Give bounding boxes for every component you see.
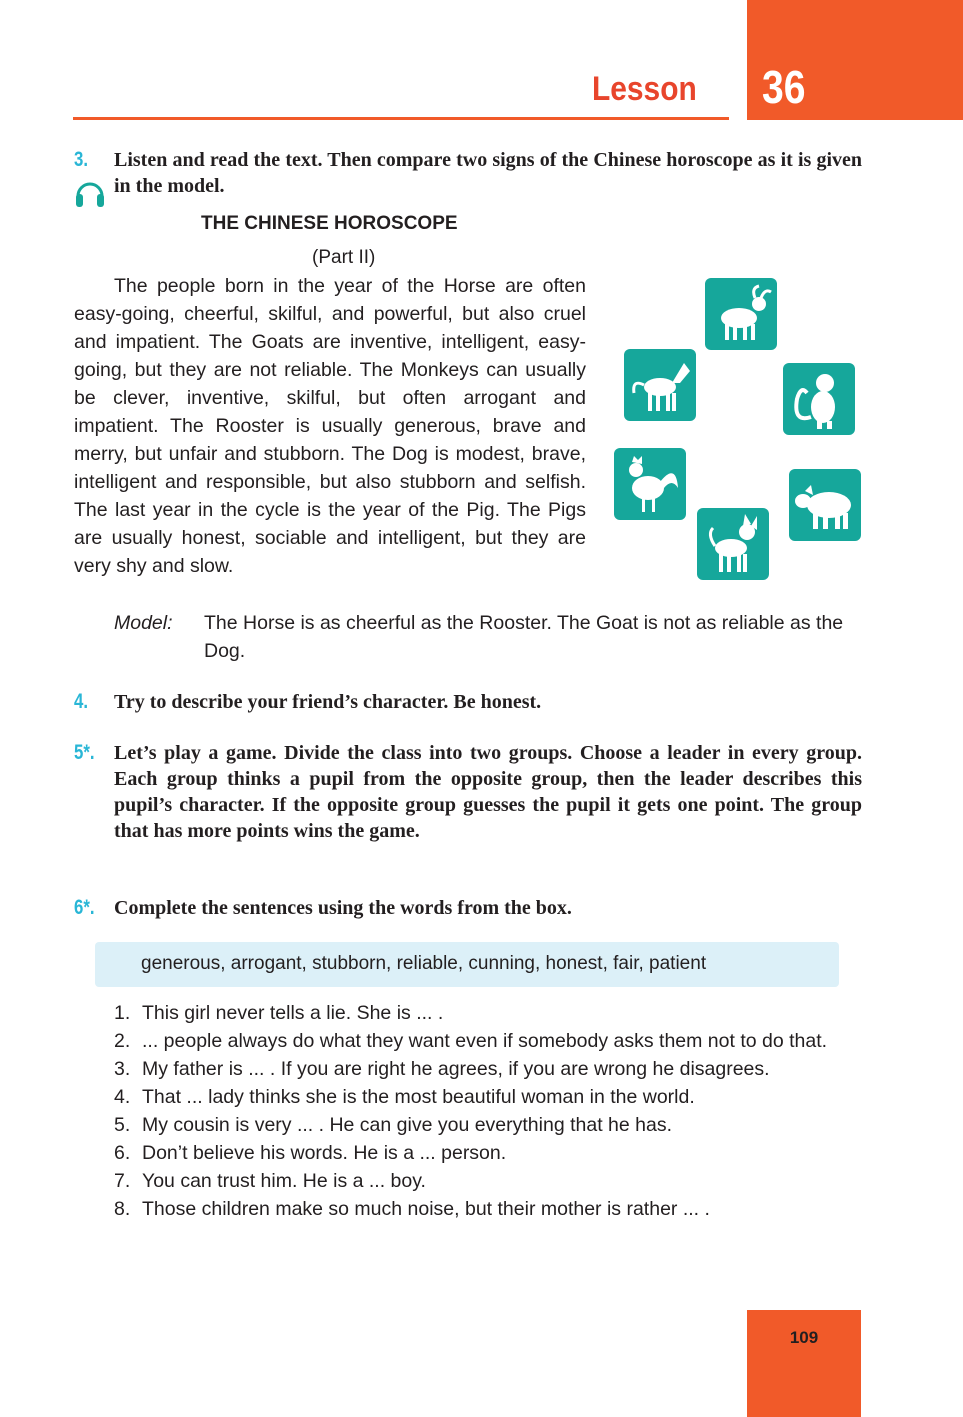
- pig-icon: [789, 469, 861, 541]
- task-4-instruction: Try to describe your friend’s character. Be honest.: [114, 691, 542, 713]
- task-3-instruction: Listen and read the text. Then compare two signs of the Chinese horoscope as it is given in the model.: [114, 149, 862, 197]
- item-text: Those children make so much noise, but their mother is rather ... .: [142, 1198, 710, 1220]
- list-item: [114, 1167, 864, 1195]
- sentence-list: [114, 999, 864, 1223]
- item-text: This girl never tells a lie. She is ... .: [142, 1002, 444, 1024]
- item-text: ... people always do what they want even if somebody asks them not to do that.: [142, 1030, 828, 1052]
- model-label: Model:: [114, 612, 173, 634]
- rooster-icon: [614, 448, 686, 520]
- task-3-number: 3.: [74, 148, 89, 171]
- item-number: 1.: [114, 1002, 131, 1024]
- page-number: 109: [789, 1328, 819, 1347]
- list-item: [114, 1027, 864, 1055]
- word-box-text: generous, arrogant, stubborn, reliable, cunning, honest, fair, patient: [141, 953, 707, 974]
- item-text: You can trust him. He is a ... boy.: [142, 1170, 426, 1192]
- word-box: [95, 942, 839, 987]
- text-subtitle: (Part II): [312, 247, 376, 268]
- item-text: My cousin is very ... . He can give you everything that he has.: [142, 1114, 673, 1136]
- task-5-instruction: Let’s play a game. Divide the class into two groups. Choose a leader in every group. Each group thinks a pupil from the opposite group, then the leader describes this pupil’s character. If the opposite group guesses the pupil it gets one point. The group that has more points wins the game.: [114, 742, 862, 842]
- lesson-number: 36: [762, 61, 806, 113]
- task-6-number: 6*.: [74, 896, 95, 919]
- page-number-tab: [747, 1310, 861, 1417]
- text-title: THE CHINESE HOROSCOPE: [201, 213, 458, 234]
- item-number: 7.: [114, 1170, 131, 1192]
- headphones-icon: [74, 176, 106, 208]
- item-number: 6.: [114, 1142, 131, 1164]
- goat-icon: [705, 278, 777, 350]
- lesson-label: Lesson: [592, 70, 697, 108]
- list-item: [114, 1111, 864, 1139]
- task-6-instruction: Complete the sentences using the words from the box.: [114, 897, 572, 919]
- list-item: [114, 1139, 864, 1167]
- list-item: [114, 1195, 864, 1223]
- list-item: [114, 1083, 864, 1111]
- item-number: 2.: [114, 1030, 131, 1052]
- item-number: 5.: [114, 1114, 131, 1136]
- dog-icon: [697, 508, 769, 580]
- list-item: [114, 1055, 864, 1083]
- monkey-icon: [783, 363, 855, 435]
- item-text: That ... lady thinks she is the most beautiful woman in the world.: [142, 1086, 695, 1108]
- item-number: 3.: [114, 1058, 131, 1080]
- task-5-number: 5*.: [74, 741, 95, 764]
- item-text: Don’t believe his words. He is a ... person.: [142, 1142, 507, 1164]
- task-4-number: 4.: [74, 690, 89, 713]
- item-number: 4.: [114, 1086, 131, 1108]
- horse-icon: [624, 349, 696, 421]
- item-text: My father is ... . If you are right he agrees, if you are wrong he disagrees.: [142, 1058, 770, 1080]
- model-text: The Horse is as cheerful as the Rooster. The Goat is not as reliable as the Dog.: [204, 612, 844, 662]
- header-rule: [73, 117, 729, 120]
- list-item: [114, 999, 864, 1027]
- horoscope-text: The people born in the year of the Horse are often easy-going, cheerful, skilful, and powerful, but also cruel and impatient. The Goats are inventive, intelligent, easy-going, but they are not reliable. The Monkeys can usually be clever, inventive, skilful, but often arrogant and impatient. The Rooster is usually generous, brave and merry, but unfair and stubborn. The Dog is modest, brave, intelligent and responsible, but also stubborn and selfish. The last year in the cycle is the year of the Pig. The Pigs are usually honest, sociable and intelligent, but they are very shy and slow.: [74, 275, 586, 577]
- item-number: 8.: [114, 1198, 131, 1220]
